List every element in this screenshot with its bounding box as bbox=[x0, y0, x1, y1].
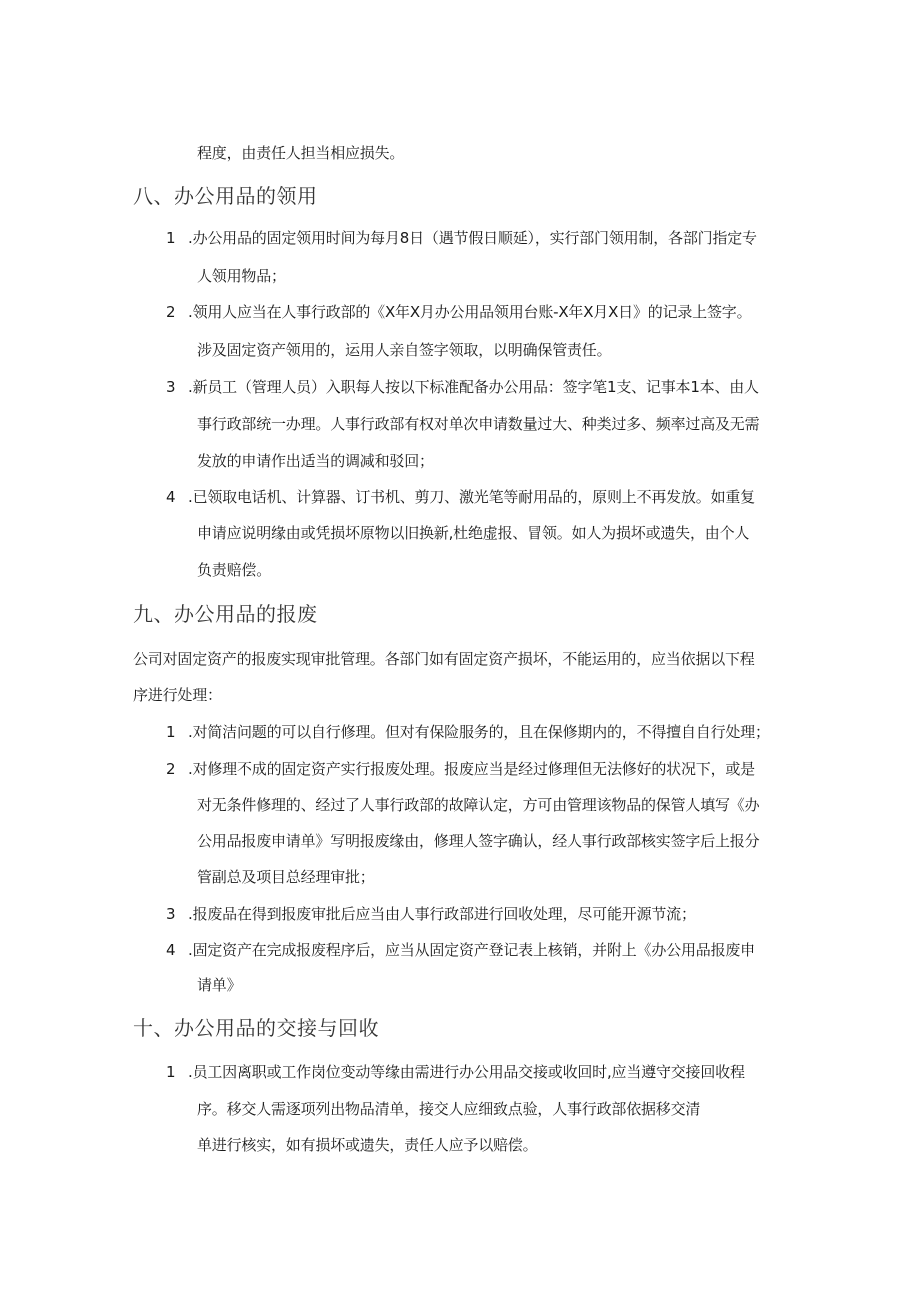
sec8-item-3-cont-2: 发放的申请作出适当的调减和驳回； bbox=[197, 452, 434, 470]
sec9-item-2-cont-2: 公用品报废申请单》写明报废缘由，修理人签字确认，经人事行政部核实签字后上报分 bbox=[197, 832, 760, 850]
sec8-item-2: 2 .领用人应当在人事行政部的《X年X月办公用品领用台账-X年X月X日》的记录上签字。 bbox=[166, 303, 752, 321]
sec8-item-3: 3 .新员工（管理人员）入职每人按以下标准配备办公用品：签字笔1支、记事本1本、由人 bbox=[166, 378, 759, 396]
sec8-item-1-cont: 人领用物品； bbox=[197, 267, 286, 285]
sec8-item-4-cont-2: 负责赔偿。 bbox=[197, 561, 272, 579]
sec10-item-1-cont-2: 单进行核实，如有损坏或遗失，责任人应予以赔偿。 bbox=[197, 1136, 538, 1154]
sec8-item-4-cont-1: 申请应说明缘由或凭损坏原物以旧换新,杜绝虚报、冒领。如人为损坏或遗失，由个人 bbox=[197, 524, 750, 542]
section-9-heading: 九、办公用品的报废 bbox=[133, 602, 318, 626]
section-10-heading: 十、办公用品的交接与回收 bbox=[133, 1016, 379, 1040]
sec10-item-1-cont-1: 序。移交人需逐项列出物品清单，接交人应细致点验，人事行政部依据移交清 bbox=[197, 1100, 701, 1118]
continuation-text: 程度，由责任人担当相应损失。 bbox=[197, 144, 405, 162]
sec8-item-2-cont: 涉及固定资产领用的，运用人亲自签字领取，以明确保管责任。 bbox=[197, 341, 612, 359]
sec9-intro-2: 序进行处理： bbox=[133, 686, 222, 704]
sec8-item-3-cont-1: 事行政部统一办理。人事行政部有权对单次申请数量过大、种类过多、频率过高及无需 bbox=[197, 415, 760, 433]
sec8-item-1: 1 .办公用品的固定领用时间为每月8日（遇节假日顺延），实行部门领用制，各部门指定专 bbox=[166, 229, 757, 247]
sec9-item-4-cont: 请单》 bbox=[197, 976, 242, 994]
sec8-item-4: 4 .已领取电话机、计算器、订书机、剪刀、激光笔等耐用品的，原则上不再发放。如重复 bbox=[166, 488, 755, 506]
sec9-item-1: 1 .对简洁问题的可以自行修理。但对有保险服务的，且在保修期内的，不得擅自自行处理； bbox=[166, 723, 770, 741]
sec9-intro-1: 公司对固定资产的报废实现审批管理。各部门如有固定资产损坏，不能运用的，应当依据以下程 bbox=[133, 650, 755, 668]
sec9-item-2-cont-3: 管副总及项目总经理审批； bbox=[197, 868, 375, 886]
sec9-item-2: 2 .对修理不成的固定资产实行报废处理。报废应当是经过修理但无法修好的状况下，或是 bbox=[166, 760, 755, 778]
sec10-item-1: 1 .员工因离职或工作岗位变动等缘由需进行办公用品交接或收回时,应当遵守交接回收程 bbox=[166, 1063, 745, 1081]
sec9-item-2-cont-1: 对无条件修理的、经过了人事行政部的故障认定，方可由管理该物品的保管人填写《办 bbox=[197, 796, 760, 814]
sec9-item-3: 3 .报废品在得到报废审批后应当由人事行政部进行回收处理，尽可能开源节流； bbox=[166, 905, 696, 923]
section-8-heading: 八、办公用品的领用 bbox=[133, 184, 318, 208]
sec9-item-4: 4 .固定资产在完成报废程序后，应当从固定资产登记表上核销，并附上《办公用品报废申 bbox=[166, 941, 755, 959]
